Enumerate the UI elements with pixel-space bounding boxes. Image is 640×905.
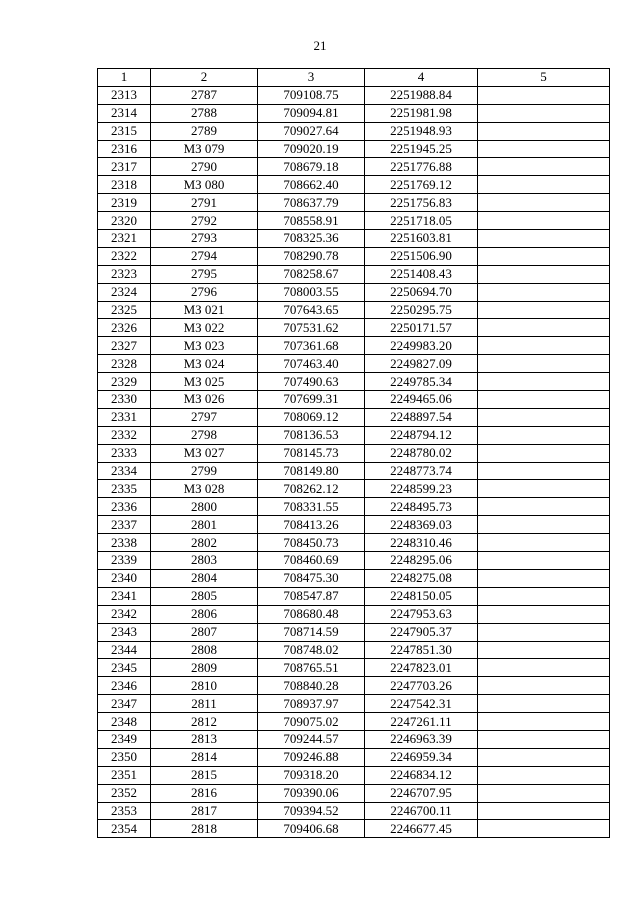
table-cell-col2: 2813 xyxy=(151,730,258,748)
table-cell-col1: 2334 xyxy=(98,462,151,480)
table-cell-col5 xyxy=(478,230,610,248)
table-cell-col2: 2816 xyxy=(151,784,258,802)
table-cell-col3: 707531.62 xyxy=(258,319,365,337)
table-cell-col3: 708331.55 xyxy=(258,498,365,516)
table-cell-col1: 2350 xyxy=(98,748,151,766)
table-cell-col2: МЗ 025 xyxy=(151,373,258,391)
table-cell-col1: 2323 xyxy=(98,265,151,283)
table-cell-col5 xyxy=(478,659,610,677)
table-cell-col2: 2812 xyxy=(151,713,258,731)
table-cell-col5 xyxy=(478,695,610,713)
table-cell-col3: 709246.88 xyxy=(258,748,365,766)
table-cell-col4: 2248369.03 xyxy=(365,516,478,534)
table-cell-col2: 2805 xyxy=(151,587,258,605)
table-cell-col2: 2809 xyxy=(151,659,258,677)
table-cell-col5 xyxy=(478,820,610,838)
table-cell-col1: 2345 xyxy=(98,659,151,677)
table-cell-col3: 708840.28 xyxy=(258,677,365,695)
table-row xyxy=(98,659,610,677)
table-cell-col5 xyxy=(478,426,610,444)
table-row xyxy=(98,713,610,731)
column-header-4: 4 xyxy=(365,69,478,87)
table-cell-col3: 707643.65 xyxy=(258,301,365,319)
table-cell-col2: МЗ 079 xyxy=(151,140,258,158)
table-row xyxy=(98,140,610,158)
table-cell-col5 xyxy=(478,516,610,534)
table-cell-col3: 708714.59 xyxy=(258,623,365,641)
table-row xyxy=(98,230,610,248)
table-cell-col2: 2791 xyxy=(151,194,258,212)
table-cell-col4: 2248310.46 xyxy=(365,534,478,552)
table-cell-col2: 2798 xyxy=(151,426,258,444)
table-cell-col5 xyxy=(478,677,610,695)
table-row xyxy=(98,355,610,373)
table-cell-col1: 2325 xyxy=(98,301,151,319)
table-cell-col3: 707361.68 xyxy=(258,337,365,355)
table-cell-col5 xyxy=(478,730,610,748)
table-cell-col1: 2331 xyxy=(98,408,151,426)
table-cell-col2: МЗ 028 xyxy=(151,480,258,498)
table-cell-col3: 708679.18 xyxy=(258,158,365,176)
table-cell-col4: 2251718.05 xyxy=(365,212,478,230)
table-cell-col1: 2326 xyxy=(98,319,151,337)
table-cell-col4: 2247953.63 xyxy=(365,605,478,623)
table-cell-col3: 708748.02 xyxy=(258,641,365,659)
table-cell-col4: 2251769.12 xyxy=(365,176,478,194)
table-cell-col2: 2807 xyxy=(151,623,258,641)
table-cell-col2: 2793 xyxy=(151,230,258,248)
table-cell-col5 xyxy=(478,748,610,766)
table-cell-col1: 2352 xyxy=(98,784,151,802)
table-cell-col3: 709390.06 xyxy=(258,784,365,802)
table-cell-col1: 2327 xyxy=(98,337,151,355)
table-cell-col1: 2330 xyxy=(98,391,151,409)
table-cell-col4: 2247542.31 xyxy=(365,695,478,713)
table-cell-col2: МЗ 024 xyxy=(151,355,258,373)
table-row xyxy=(98,784,610,802)
table-row xyxy=(98,408,610,426)
table-cell-col4: 2248780.02 xyxy=(365,444,478,462)
table-cell-col4: 2248150.05 xyxy=(365,587,478,605)
table-row xyxy=(98,319,610,337)
table-row xyxy=(98,194,610,212)
column-header-1: 1 xyxy=(98,69,151,87)
table-cell-col3: 708460.69 xyxy=(258,552,365,570)
table-cell-col1: 2343 xyxy=(98,623,151,641)
table-row xyxy=(98,122,610,140)
table-cell-col1: 2337 xyxy=(98,516,151,534)
table-cell-col3: 708262.12 xyxy=(258,480,365,498)
table-cell-col4: 2246677.45 xyxy=(365,820,478,838)
table-cell-col5 xyxy=(478,158,610,176)
table-cell-col4: 2248295.06 xyxy=(365,552,478,570)
table-cell-col4: 2247905.37 xyxy=(365,623,478,641)
table-cell-col4: 2248599.23 xyxy=(365,480,478,498)
table-cell-col4: 2247823.01 xyxy=(365,659,478,677)
table-cell-col3: 709020.19 xyxy=(258,140,365,158)
table-cell-col5 xyxy=(478,319,610,337)
table-cell-col2: 2796 xyxy=(151,283,258,301)
table-cell-col5 xyxy=(478,408,610,426)
table-cell-col4: 2251948.93 xyxy=(365,122,478,140)
table-cell-col2: МЗ 022 xyxy=(151,319,258,337)
table-cell-col1: 2344 xyxy=(98,641,151,659)
table-cell-col2: 2794 xyxy=(151,247,258,265)
table-cell-col5 xyxy=(478,140,610,158)
table-cell-col5 xyxy=(478,301,610,319)
table-cell-col5 xyxy=(478,176,610,194)
table-cell-col1: 2316 xyxy=(98,140,151,158)
table-cell-col5 xyxy=(478,766,610,784)
table-row xyxy=(98,766,610,784)
column-header-2: 2 xyxy=(151,69,258,87)
table-row xyxy=(98,86,610,104)
table-cell-col1: 2333 xyxy=(98,444,151,462)
table-cell-col4: 2249983.20 xyxy=(365,337,478,355)
table-row xyxy=(98,158,610,176)
table-row xyxy=(98,247,610,265)
table-cell-col3: 709244.57 xyxy=(258,730,365,748)
table-row xyxy=(98,373,610,391)
table-row xyxy=(98,176,610,194)
table-cell-col2: 2795 xyxy=(151,265,258,283)
table-cell-col1: 2338 xyxy=(98,534,151,552)
table-cell-col1: 2321 xyxy=(98,230,151,248)
table-cell-col4: 2250171.57 xyxy=(365,319,478,337)
table-cell-col1: 2346 xyxy=(98,677,151,695)
table-cell-col5 xyxy=(478,784,610,802)
table-cell-col4: 2251945.25 xyxy=(365,140,478,158)
table-cell-col4: 2250694.70 xyxy=(365,283,478,301)
column-header-3: 3 xyxy=(258,69,365,87)
table-cell-col1: 2335 xyxy=(98,480,151,498)
table-cell-col3: 708450.73 xyxy=(258,534,365,552)
table-row xyxy=(98,569,610,587)
table-cell-col4: 2248794.12 xyxy=(365,426,478,444)
table-cell-col5 xyxy=(478,122,610,140)
table-cell-col3: 709075.02 xyxy=(258,713,365,731)
table-cell-col4: 2251506.90 xyxy=(365,247,478,265)
table-cell-col4: 2251988.84 xyxy=(365,86,478,104)
table-cell-col4: 2247261.11 xyxy=(365,713,478,731)
column-header-5: 5 xyxy=(478,69,610,87)
table-cell-col2: МЗ 023 xyxy=(151,337,258,355)
table-cell-col2: МЗ 026 xyxy=(151,391,258,409)
table-cell-col3: 707490.63 xyxy=(258,373,365,391)
table-cell-col3: 708765.51 xyxy=(258,659,365,677)
table-cell-col4: 2246834.12 xyxy=(365,766,478,784)
table-row xyxy=(98,605,610,623)
table-row xyxy=(98,391,610,409)
table-cell-col4: 2248495.73 xyxy=(365,498,478,516)
table-cell-col1: 2324 xyxy=(98,283,151,301)
table-cell-col1: 2320 xyxy=(98,212,151,230)
table-cell-col3: 708149.80 xyxy=(258,462,365,480)
table-cell-col1: 2315 xyxy=(98,122,151,140)
table-cell-col2: МЗ 027 xyxy=(151,444,258,462)
table-cell-col2: 2811 xyxy=(151,695,258,713)
page-number: 21 xyxy=(313,38,327,53)
table-cell-col5 xyxy=(478,480,610,498)
table-cell-col3: 708680.48 xyxy=(258,605,365,623)
table-cell-col4: 2246959.34 xyxy=(365,748,478,766)
table-cell-col3: 708290.78 xyxy=(258,247,365,265)
table-row xyxy=(98,820,610,838)
table-cell-col2: МЗ 021 xyxy=(151,301,258,319)
table-cell-col3: 709318.20 xyxy=(258,766,365,784)
table-cell-col2: 2808 xyxy=(151,641,258,659)
table-cell-col2: 2803 xyxy=(151,552,258,570)
coordinates-table xyxy=(97,68,610,838)
table-cell-col5 xyxy=(478,337,610,355)
table-cell-col3: 707699.31 xyxy=(258,391,365,409)
table-row xyxy=(98,677,610,695)
table-row xyxy=(98,730,610,748)
table-cell-col5 xyxy=(478,391,610,409)
table-cell-col3: 708258.67 xyxy=(258,265,365,283)
table-cell-col1: 2347 xyxy=(98,695,151,713)
table-cell-col4: 2246700.11 xyxy=(365,802,478,820)
table-row xyxy=(98,283,610,301)
table-cell-col5 xyxy=(478,641,610,659)
table-cell-col1: 2340 xyxy=(98,569,151,587)
table-row xyxy=(98,552,610,570)
table-row xyxy=(98,641,610,659)
table-row xyxy=(98,426,610,444)
table-cell-col2: 2801 xyxy=(151,516,258,534)
table-row xyxy=(98,516,610,534)
table-cell-col5 xyxy=(478,462,610,480)
table-cell-col3: 708136.53 xyxy=(258,426,365,444)
table-cell-col3: 708413.26 xyxy=(258,516,365,534)
table-row xyxy=(98,444,610,462)
table-cell-col1: 2339 xyxy=(98,552,151,570)
table-cell-col1: 2342 xyxy=(98,605,151,623)
table-cell-col4: 2251981.98 xyxy=(365,104,478,122)
table-cell-col3: 708475.30 xyxy=(258,569,365,587)
table-cell-col2: 2787 xyxy=(151,86,258,104)
table-cell-col3: 709094.81 xyxy=(258,104,365,122)
table-cell-col3: 709406.68 xyxy=(258,820,365,838)
table-cell-col4: 2251776.88 xyxy=(365,158,478,176)
table-cell-col5 xyxy=(478,802,610,820)
table-cell-col4: 2249827.09 xyxy=(365,355,478,373)
table-row xyxy=(98,498,610,516)
table-cell-col5 xyxy=(478,623,610,641)
table-cell-col5 xyxy=(478,283,610,301)
table-cell-col2: МЗ 080 xyxy=(151,176,258,194)
table-cell-col2: 2790 xyxy=(151,158,258,176)
table-cell-col1: 2353 xyxy=(98,802,151,820)
table-cell-col5 xyxy=(478,247,610,265)
table-cell-col3: 708637.79 xyxy=(258,194,365,212)
table-cell-col3: 708937.97 xyxy=(258,695,365,713)
table-cell-col3: 708325.36 xyxy=(258,230,365,248)
table-body xyxy=(98,86,610,837)
table-cell-col4: 2249785.34 xyxy=(365,373,478,391)
table-cell-col5 xyxy=(478,552,610,570)
table-cell-col2: 2806 xyxy=(151,605,258,623)
table-cell-col1: 2322 xyxy=(98,247,151,265)
table-row xyxy=(98,337,610,355)
table-row xyxy=(98,802,610,820)
table-cell-col3: 708558.91 xyxy=(258,212,365,230)
table-cell-col1: 2319 xyxy=(98,194,151,212)
table-cell-col4: 2251603.81 xyxy=(365,230,478,248)
table-cell-col5 xyxy=(478,86,610,104)
table-cell-col4: 2251408.43 xyxy=(365,265,478,283)
table-cell-col5 xyxy=(478,587,610,605)
table-cell-col5 xyxy=(478,265,610,283)
table-row xyxy=(98,212,610,230)
table-cell-col2: 2799 xyxy=(151,462,258,480)
table-cell-col5 xyxy=(478,104,610,122)
table-cell-col3: 709027.64 xyxy=(258,122,365,140)
table-cell-col1: 2354 xyxy=(98,820,151,838)
table-cell-col3: 709394.52 xyxy=(258,802,365,820)
table-cell-col5 xyxy=(478,534,610,552)
table-cell-col4: 2246707.95 xyxy=(365,784,478,802)
table-cell-col4: 2251756.83 xyxy=(365,194,478,212)
table-cell-col2: 2792 xyxy=(151,212,258,230)
table-cell-col5 xyxy=(478,355,610,373)
table-cell-col3: 707463.40 xyxy=(258,355,365,373)
table-cell-col4: 2247703.26 xyxy=(365,677,478,695)
table-row xyxy=(98,104,610,122)
table-header-row xyxy=(98,69,610,87)
table-cell-col5 xyxy=(478,605,610,623)
table-cell-col2: 2804 xyxy=(151,569,258,587)
table-cell-col1: 2328 xyxy=(98,355,151,373)
table-cell-col3: 709108.75 xyxy=(258,86,365,104)
table-cell-col1: 2336 xyxy=(98,498,151,516)
table-cell-col2: 2814 xyxy=(151,748,258,766)
table-cell-col5 xyxy=(478,444,610,462)
table-cell-col4: 2250295.75 xyxy=(365,301,478,319)
table-cell-col5 xyxy=(478,373,610,391)
table-cell-col1: 2349 xyxy=(98,730,151,748)
table-cell-col4: 2246963.39 xyxy=(365,730,478,748)
table-row xyxy=(98,587,610,605)
table-cell-col1: 2341 xyxy=(98,587,151,605)
table-cell-col5 xyxy=(478,212,610,230)
table-cell-col5 xyxy=(478,713,610,731)
table-row xyxy=(98,748,610,766)
table-cell-col2: 2802 xyxy=(151,534,258,552)
table-cell-col3: 708145.73 xyxy=(258,444,365,462)
table-cell-col5 xyxy=(478,569,610,587)
table-cell-col2: 2800 xyxy=(151,498,258,516)
table-cell-col3: 708003.55 xyxy=(258,283,365,301)
table-cell-col5 xyxy=(478,498,610,516)
table-cell-col4: 2248275.08 xyxy=(365,569,478,587)
table-cell-col1: 2329 xyxy=(98,373,151,391)
table-row xyxy=(98,623,610,641)
table-cell-col2: 2818 xyxy=(151,820,258,838)
table-cell-col1: 2317 xyxy=(98,158,151,176)
table-row xyxy=(98,534,610,552)
table-cell-col2: 2815 xyxy=(151,766,258,784)
table-row xyxy=(98,695,610,713)
table-cell-col2: 2789 xyxy=(151,122,258,140)
table-row xyxy=(98,480,610,498)
table-cell-col3: 708662.40 xyxy=(258,176,365,194)
table-cell-col1: 2318 xyxy=(98,176,151,194)
table-cell-col1: 2348 xyxy=(98,713,151,731)
table-row xyxy=(98,462,610,480)
table-cell-col4: 2248773.74 xyxy=(365,462,478,480)
table-cell-col3: 708069.12 xyxy=(258,408,365,426)
table-cell-col4: 2248897.54 xyxy=(365,408,478,426)
table-cell-col2: 2788 xyxy=(151,104,258,122)
table-cell-col4: 2247851.30 xyxy=(365,641,478,659)
table-cell-col1: 2332 xyxy=(98,426,151,444)
table-cell-col1: 2351 xyxy=(98,766,151,784)
table-cell-col2: 2797 xyxy=(151,408,258,426)
table-cell-col1: 2313 xyxy=(98,86,151,104)
table-cell-col4: 2249465.06 xyxy=(365,391,478,409)
table-cell-col2: 2810 xyxy=(151,677,258,695)
table-row xyxy=(98,301,610,319)
table-row xyxy=(98,265,610,283)
table-cell-col5 xyxy=(478,194,610,212)
table-cell-col2: 2817 xyxy=(151,802,258,820)
table-cell-col3: 708547.87 xyxy=(258,587,365,605)
table-cell-col1: 2314 xyxy=(98,104,151,122)
